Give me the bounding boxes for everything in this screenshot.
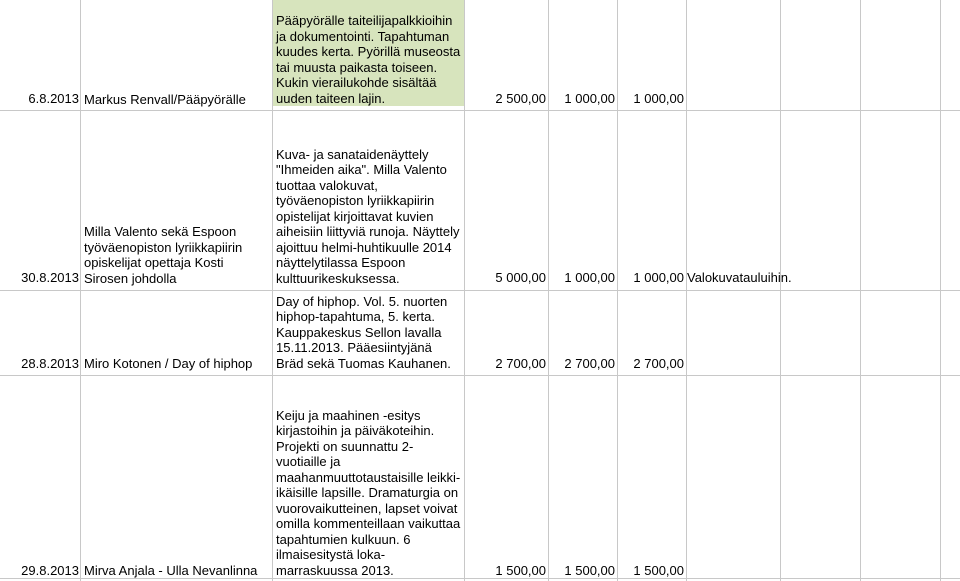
amount-2-cell: 1 500,00 [564, 563, 615, 578]
row-divider [0, 110, 960, 111]
description-line: Kuva- ja sanataidenäyttely [276, 146, 429, 162]
description-line: aiheisiin liittyviä runoja. Näyttely [276, 224, 460, 239]
description-line: ajoittuu helmi-huhtikuulle 2014 [276, 239, 452, 255]
note-cell: Valokuvatauluihin. [687, 270, 792, 285]
description-line: Keiju ja maahinen -esitys [276, 407, 421, 423]
row-divider [0, 375, 960, 376]
amount-2-cell: 1 000,00 [564, 270, 615, 285]
description-line: ikäisille lapsille. Dramaturgia on [276, 485, 459, 500]
date-cell: 28.8.2013 [21, 356, 79, 371]
description-line: tapahtumien kulkuun. 6 [276, 531, 411, 547]
description-line: näyttelytilassa Espoon [276, 255, 406, 270]
amount-1-cell: 2 700,00 [495, 356, 546, 371]
description-line: Kauppakeskus Sellon lavalla [276, 324, 442, 340]
description-line: hiphop-tapahtuma, 5. kerta. [276, 309, 435, 324]
amount-1-cell: 1 500,00 [495, 563, 546, 578]
artist-line: työväenopiston lyriikkapiirin [84, 239, 243, 255]
date-cell: 6.8.2013 [28, 91, 79, 106]
row-divider [0, 290, 960, 291]
description-line: Bräd sekä Tuomas Kauhanen. [276, 355, 451, 371]
artist-cell [84, 0, 270, 107]
amount-1-cell: 5 000,00 [495, 270, 546, 285]
amount-1-cell: 2 500,00 [495, 91, 546, 106]
description-cell [276, 377, 464, 578]
description-line: vuorovaikutteinen, lapset voivat [276, 500, 458, 516]
description-line: omilla kommenteillaan vaikuttaa [276, 516, 461, 531]
description-line: Kukin vierailukohde sisältää [276, 75, 437, 90]
date-cell: 29.8.2013 [21, 563, 79, 578]
description-line: marraskuussa 2013. [276, 562, 394, 578]
artist-line: Milla Valento sekä Espoon [84, 224, 237, 239]
description-line: kirjastoihin ja päiväkoteihin. [276, 423, 435, 438]
amount-3-cell: 1 500,00 [633, 563, 684, 578]
artist-line: Markus Renvall/Pääpyörälle [84, 91, 246, 107]
description-line: kulttuurikeskuksessa. [276, 270, 400, 286]
description-line: tai muusta paikasta toiseen. [276, 59, 438, 75]
description-line: ja dokumentointi. Tapahtuman [276, 28, 450, 44]
artist-cell [84, 377, 270, 578]
amount-2-cell: 2 700,00 [564, 356, 615, 371]
amount-3-cell: 2 700,00 [633, 356, 684, 371]
description-line: vuotiaille ja [276, 454, 341, 469]
amount-3-cell: 1 000,00 [633, 270, 684, 285]
description-cell [273, 0, 464, 106]
description-line: Projekti on suunnattu 2- [276, 438, 414, 454]
date-cell: 30.8.2013 [21, 270, 79, 285]
description-cell [276, 112, 464, 286]
description-cell [276, 292, 464, 371]
description-line: kuudes kerta. Pyörillä museosta [276, 44, 461, 59]
artist-cell [84, 292, 270, 371]
amount-3-cell: 1 000,00 [633, 91, 684, 106]
artist-line: opiskelijat opettaja Kosti [84, 255, 224, 270]
artist-line: Miro Kotonen / Day of hiphop [84, 355, 253, 371]
description-line: opistelijat kirjoittavat kuvien [276, 208, 434, 224]
artist-line: Mirva Anjala - Ulla Nevanlinna [84, 562, 258, 578]
amount-2-cell: 1 000,00 [564, 91, 615, 106]
artist-line: Sirosen johdolla [84, 270, 177, 286]
description-line: Pääpyörälle taiteilijapalkkioihin [276, 13, 453, 28]
description-line: Day of hiphop. Vol. 5. nuorten [276, 293, 448, 309]
description-line: maahanmuuttotaustaisille leikki- [276, 469, 461, 485]
artist-cell [84, 112, 270, 286]
description-line: uuden taiteen lajin. [276, 90, 386, 106]
description-line: "Ihmeiden aika". Milla Valento [276, 162, 447, 177]
description-line: 15.11.2013. Pääesiintyjänä [276, 340, 432, 355]
description-line: ilmaisesitystä loka- [276, 547, 386, 562]
description-line: tuottaa valokuvat, [276, 177, 378, 193]
description-line: työväenopiston lyriikkapiirin [276, 193, 435, 208]
